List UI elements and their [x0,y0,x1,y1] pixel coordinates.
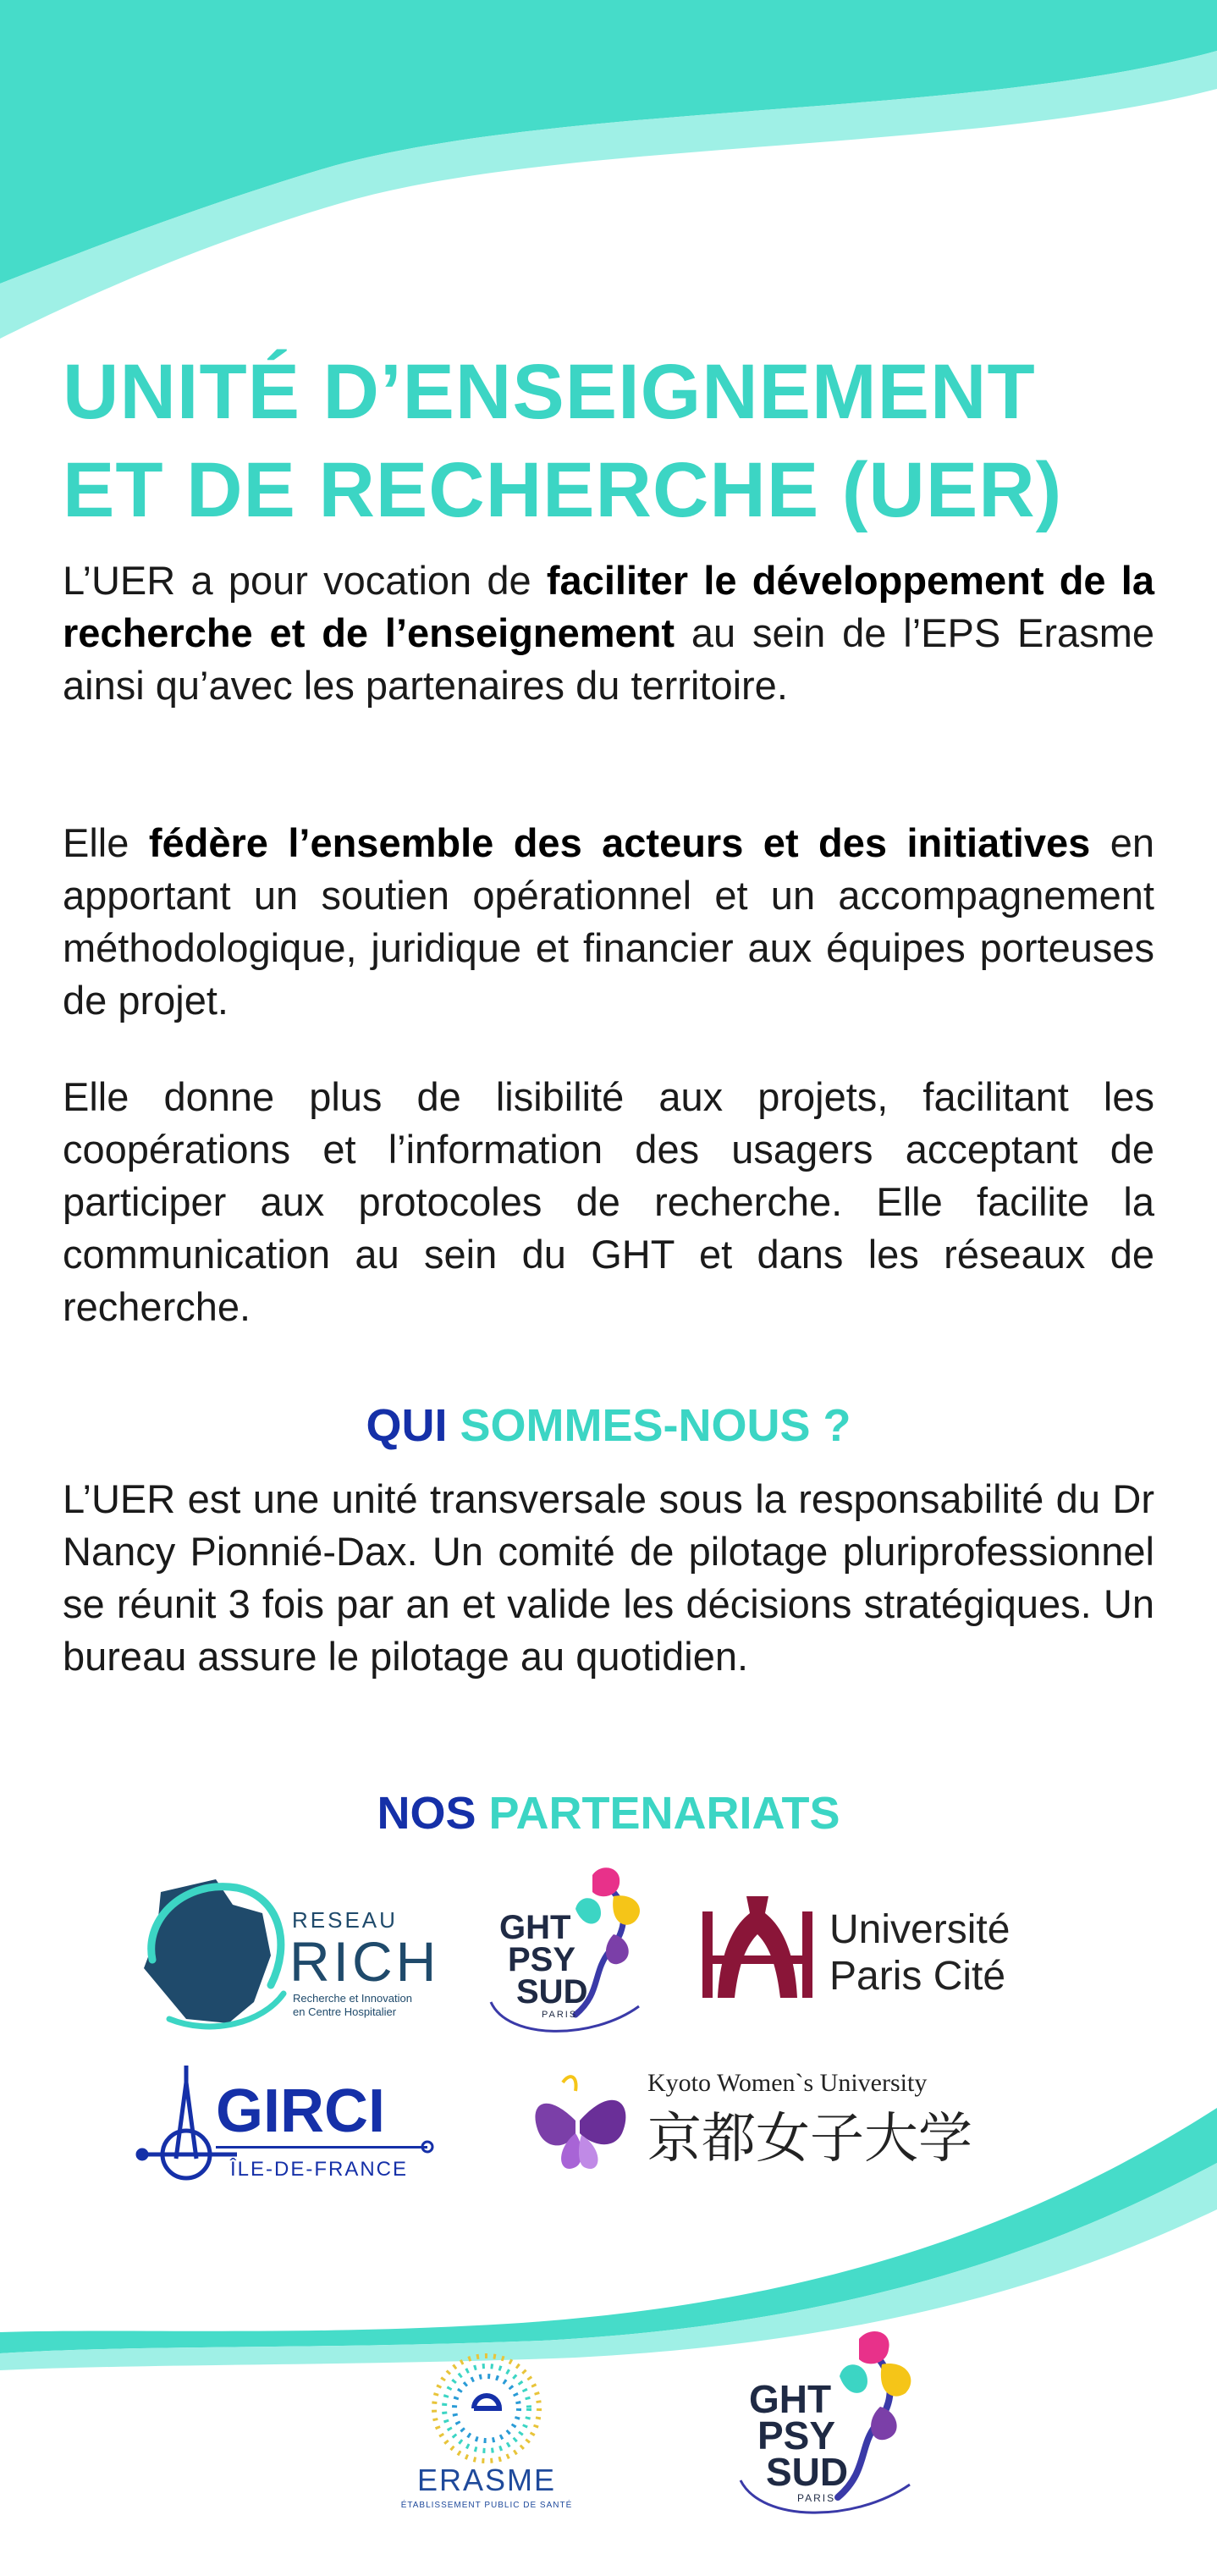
kyoto-japanese-text: 京都女子大学 [647,2108,972,2171]
p2-bold: fédère l’ensemble des acteurs et des initiatives [148,820,1091,865]
rich-sub-text-1: Recherche et Innovation [293,1992,412,2005]
p1-text-a: L’UER a pour vocation de [63,558,547,603]
butterfly-icon [535,2077,625,2169]
girci-logo [135,2057,440,2193]
erasme-main-text: ERASME [416,2463,557,2497]
qui-word: QUI [366,1400,448,1451]
girci-main-text: GIRCI [216,2077,386,2145]
eiffel-arch-icon [702,1896,812,1998]
rich-top-text: RESEAU [292,1907,398,1933]
p1-text-b: au sein de l’EPS Erasme ainsi qu’avec les partenaires du territoire. [63,610,1154,708]
reseau-rich-logo [135,1875,440,2036]
psy-text: PSY [508,1941,576,1978]
p2-text-b: en apportant un soutien opérationnel et un accompagnement méthodologique, juridique et financier aux équipes porteuses de projet. [63,820,1155,1023]
girci-sub-text: ÎLE-DE-FRANCE [230,2158,409,2181]
kyoto-english-text: Kyoto Women`s University [647,2069,928,2097]
universite-paris-cite-logo [702,1896,1092,2006]
page-title [63,343,1163,539]
paris-cite-text: Paris Cité [829,1954,1006,1999]
federation-paragraph [63,817,1154,1027]
france-map-icon [144,1879,271,2023]
top-wave-decoration [0,0,1217,364]
ght-psy-sud-logo [474,1858,660,2044]
nos-word: NOS [377,1788,476,1839]
psy-bottom-text: PSY [757,2413,836,2457]
rich-main-text: RICH [289,1930,440,1993]
p1-bold: faciliter le développement de la recherche et de l’enseignement [63,558,1154,655]
ght-bottom-text: GHT [749,2377,832,2421]
qui-sommes-nous-heading [0,1398,1217,1453]
erasme-logo [389,2345,584,2523]
sud-text: SUD [516,1973,588,2011]
partenariats-heading [0,1786,1217,1840]
title-line-1: UNITÉ D’ENSEIGNEMENT [63,349,1036,435]
nous-word: -NOUS ? [663,1400,851,1451]
kyoto-womens-university-logo [529,2057,986,2184]
erasme-dotted-circle-icon [434,2356,539,2461]
universite-text: Université [829,1907,1010,1952]
p2-text-a: Elle [63,820,149,865]
rich-sub-text-2: en Centre Hospitalier [293,2005,397,2018]
paris-text: PARIS [542,2010,578,2020]
sud-bottom-text: SUD [766,2450,849,2494]
erasme-sub-text: ÉTABLISSEMENT PUBLIC DE SANTÉ [400,2501,573,2510]
title-line-2: ET DE RECHERCHE (UER) [63,447,1063,533]
ght-psy-sud-logo-bottom [719,2324,931,2527]
visibility-paragraph: Elle donne plus de lisibilité aux projets, facilitant les coopérations et l’information des usagers acceptant de participer aux protocoles de recherche. Elle facilite la communication au sein du GHT et dans les réseaux de recherche. [63,1074,1154,1329]
about-paragraph: L’UER est une unité transversale sous la responsabilité du Dr Nancy Pionnié-Dax. Un comité de pilotage pluriprofessionnel se réunit 3 fois par an et valide les décisions stratégiques. Un bureau assure le pilotage au quotidien. [63,1476,1154,1679]
intro-paragraph [63,554,1154,712]
partenariats-word: PARTENARIATS [488,1788,840,1839]
paris-bottom-text: PARIS [797,2492,836,2504]
ght-text: GHT [499,1909,571,1946]
sommes-word: SOMMES [460,1400,664,1451]
